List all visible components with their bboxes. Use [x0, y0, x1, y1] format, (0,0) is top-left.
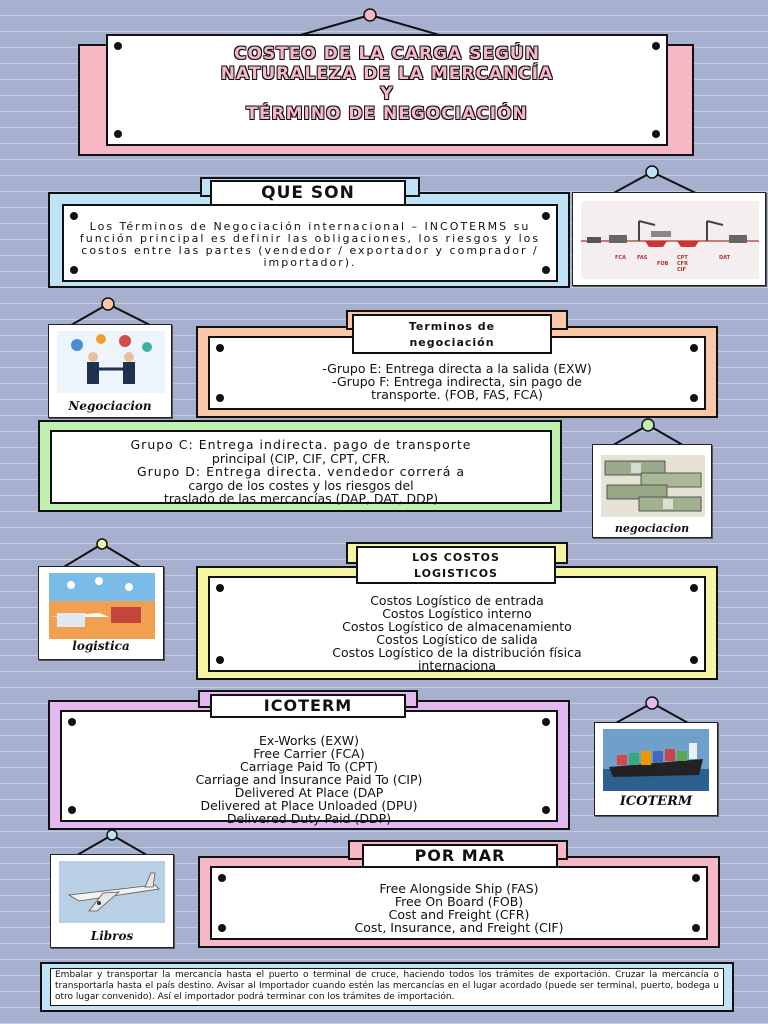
por-mar-list	[212, 868, 706, 934]
negociacion-photo-caption: Negociacion	[68, 399, 152, 413]
costos-list	[210, 578, 704, 672]
footer-text: Embalar y transportar la mercancía hasta el puerto o terminal de cruce, haciendo todos los trámites de exportación. Cruzar la mercancía o transportarla hasta el país destino. Avisar al Importador cuando estén las mercancías en el lugar acordado (puede ser terminal, puerto, bodega u otro lugar convenido). Así el importador podrá terminar con los trámites de importación.	[55, 970, 719, 1002]
plane-photo-frame	[50, 854, 174, 948]
icoterm-card	[48, 700, 570, 830]
terminos-line-3: transporte. (FOB, FAS, FCA)	[371, 387, 543, 402]
grupos-cd-line-5: traslado de las mercancías (DAP, DAT, DDP)	[163, 491, 439, 506]
que-son-heading: QUE SON	[210, 180, 406, 206]
grupos-cd-line-1: Grupo C: Entrega indirecta. pago de transporte	[130, 437, 472, 452]
costos-item: Costos Logístico interno	[382, 606, 532, 621]
costos-item: Costos Logístico de entrada	[370, 593, 544, 608]
ship-photo-frame	[594, 722, 718, 816]
terminos-heading	[352, 314, 552, 354]
grupos-cd-line-4: cargo de los costes y los riesgos del	[188, 477, 414, 493]
title-inner	[106, 34, 668, 146]
que-son-card	[48, 192, 570, 288]
grupos-cd-body	[52, 432, 550, 506]
footer-card	[40, 962, 734, 1012]
terminos-line-1: -Grupo E: Entrega directa a la salida (EXW)	[322, 361, 592, 376]
title-line-4: TÉRMINO DE NEGOCIACIÓN	[246, 104, 528, 124]
por-mar-item: Cost and Freight (CFR)	[388, 907, 530, 922]
que-son-inner	[62, 204, 558, 282]
money-image	[601, 455, 705, 517]
title-line-3: Y	[380, 84, 394, 104]
diagram-label-fas: FAS	[637, 255, 648, 261]
plane-photo-caption: Libros	[90, 929, 134, 943]
title-card	[78, 44, 694, 156]
diagram-label-cfr: CFR	[677, 261, 688, 267]
logistica-photo-caption: logistica	[72, 639, 130, 653]
costos-item: internaciona	[417, 658, 497, 673]
icoterm-item: Free Carrier (FCA)	[253, 746, 365, 761]
icoterm-item: Delivered Duty Paid (DDP)	[226, 811, 392, 826]
por-mar-item: Free Alongside Ship (FAS)	[379, 881, 539, 896]
cargo-ship-image	[603, 729, 709, 791]
por-mar-item: Free On Board (FOB)	[394, 894, 524, 909]
title-line-2: NATURALEZA DE LA MERCANCÍA	[220, 64, 554, 84]
por-mar-inner	[210, 866, 708, 940]
diagram-label-cpt: CPT	[677, 255, 688, 261]
costos-item: Costos Logístico de la distribución física	[332, 645, 582, 660]
icoterm-list	[62, 712, 556, 825]
costos-inner	[208, 576, 706, 672]
incoterms-diagram-frame	[572, 192, 766, 286]
icoterm-heading: ICOTERM	[210, 694, 406, 718]
costos-heading-line-2: LOGISTICOS	[414, 567, 498, 580]
page-title	[108, 36, 666, 124]
icoterm-item: Carriage and Insurance Paid To (CIP)	[195, 772, 423, 787]
ship-photo-caption: ICOTERM	[619, 794, 693, 809]
costos-heading	[356, 546, 556, 584]
incoterms-diagram-image	[581, 201, 759, 279]
icoterm-item: Carriage Paid To (CPT)	[240, 759, 378, 774]
costos-heading-line-1: LOS COSTOS	[412, 551, 500, 564]
icoterm-item: Ex-Works (EXW)	[258, 733, 359, 748]
diagram-label-dat: DAT	[719, 255, 731, 261]
icoterm-item: Delivered At Place (DAP	[234, 785, 384, 800]
diagram-hanger	[610, 163, 700, 195]
terminos-heading-line-2: negociación	[409, 336, 495, 349]
por-mar-card	[198, 856, 720, 948]
logistica-photo-frame	[38, 566, 164, 660]
logistics-image	[49, 573, 155, 639]
grupos-cd-inner	[50, 430, 552, 504]
negociacion-photo-frame	[48, 324, 172, 418]
airplane-image	[59, 861, 165, 923]
que-son-text: Los Términos de Negociación internacional – INCOTERMS su función principal es definir las obligaciones, los riesgos y los costos entre las partes (vendedor / exportador y comprador / importador).	[79, 220, 541, 269]
title-line-1: COSTEO DE LA CARGA SEGÚN	[234, 44, 540, 64]
handshake-image	[57, 331, 165, 393]
icoterm-inner	[60, 710, 558, 826]
costos-item: Costos Logístico de almacenamiento	[342, 619, 572, 634]
diagram-label-fca: FCA	[615, 255, 626, 261]
terminos-heading-line-1: Terminos de	[408, 320, 496, 333]
ship-hanger	[614, 696, 690, 724]
por-mar-heading: POR MAR	[362, 844, 558, 868]
diagram-label-fob: FOB	[657, 261, 669, 267]
icoterm-item: Delivered at Place Unloaded (DPU)	[200, 798, 418, 813]
money-photo-caption: negociacion	[614, 522, 690, 535]
costos-item: Costos Logístico de salida	[376, 632, 538, 647]
footer-inner	[50, 968, 724, 1006]
logistica-hanger	[62, 538, 142, 568]
grupos-cd-card	[38, 420, 562, 512]
diagram-label-cif: CIF	[677, 267, 686, 273]
grupos-cd-line-3: Grupo D: Entrega directa. vendedor correrá a	[136, 464, 466, 479]
por-mar-item: Cost, Insurance, and Freight (CIF)	[354, 920, 564, 935]
terminos-line-2: -Grupo F: Entrega indirecta, sin pago de	[332, 374, 582, 389]
money-photo-frame	[592, 444, 712, 538]
grupos-cd-line-2: principal (CIP, CIF, CPT, CFR.	[211, 450, 391, 466]
